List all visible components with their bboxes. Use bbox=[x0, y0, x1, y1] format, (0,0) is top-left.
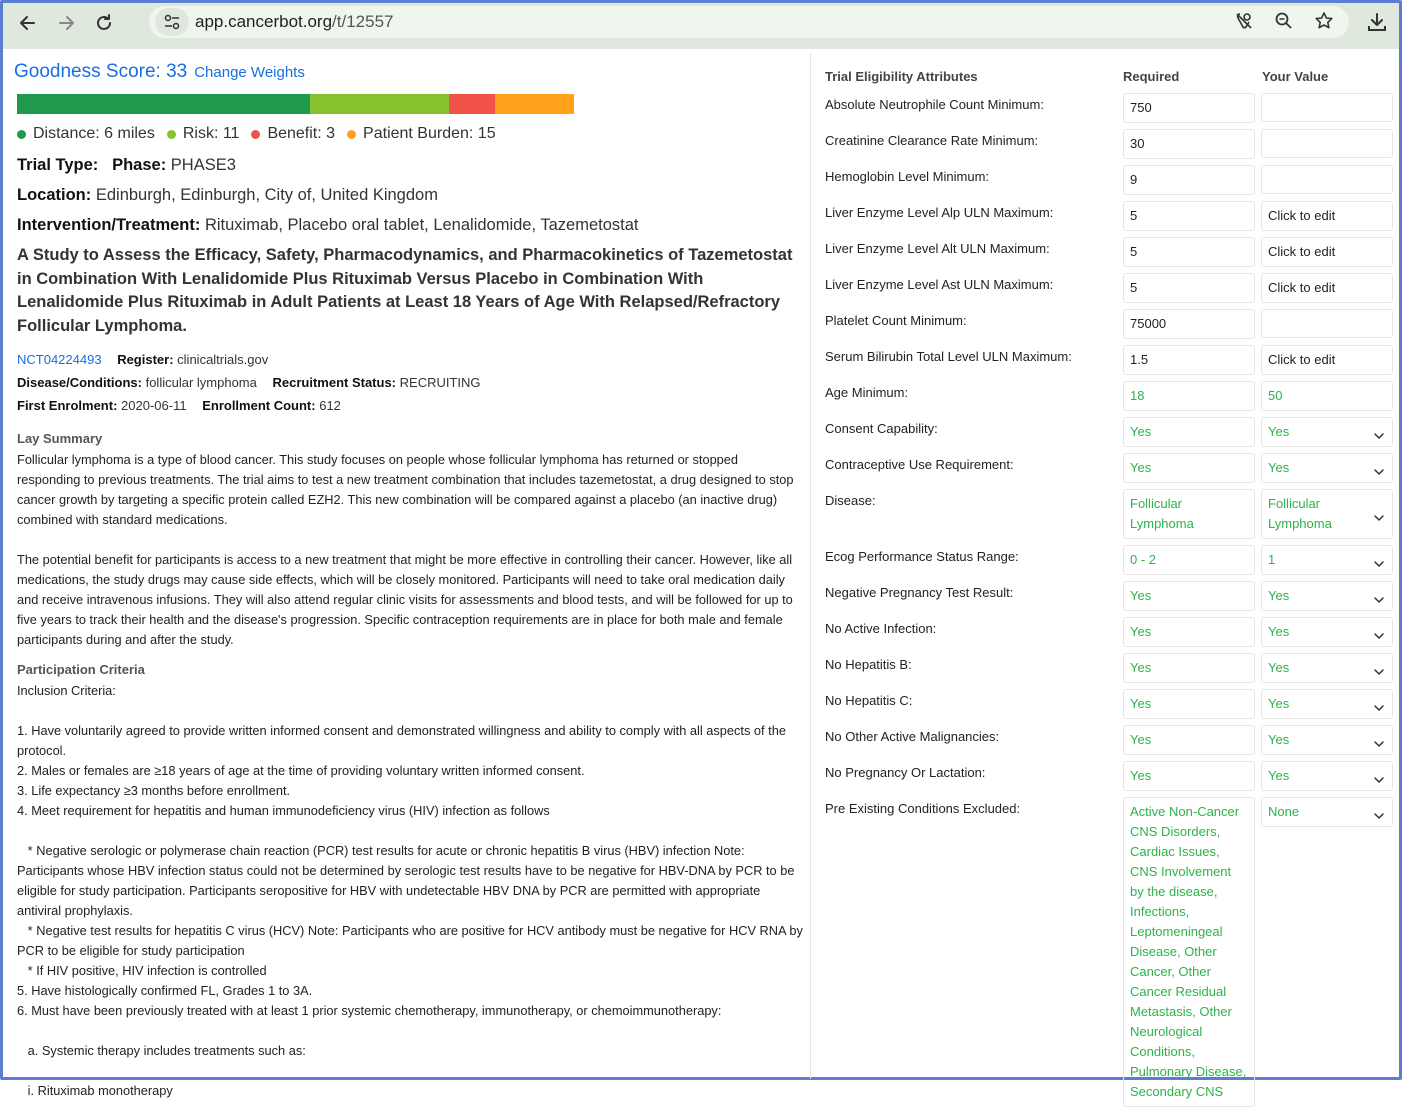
criteria-line: * If HIV positive, HIV infection is controlled bbox=[17, 963, 267, 978]
eligibility-row bbox=[823, 237, 1401, 267]
your-value-select[interactable] bbox=[1261, 797, 1393, 827]
header-attributes: Trial Eligibility Attributes bbox=[825, 68, 978, 84]
eligibility-row bbox=[823, 545, 1401, 575]
criteria-list bbox=[14, 681, 807, 1101]
attribute-label: No Pregnancy Or Lactation: bbox=[825, 765, 986, 780]
download-icon bbox=[1366, 11, 1388, 33]
your-value-select[interactable] bbox=[1261, 581, 1393, 611]
header-your-value: Your Value bbox=[1262, 68, 1329, 84]
trial-title: A Study to Assess the Efficacy, Safety, Pharmacodynamics, and Pharmacokinetics of Tazemetostat in Combination With Lenalidomide Plus Rituximab Versus Placebo in Combination With Lenalidomide Plus Rituximab in Adult Patients at Least 18 Years of Age With Relapsed/Refractory Follicular Lymphoma. bbox=[17, 246, 793, 335]
reload-button[interactable] bbox=[85, 5, 123, 41]
chevron-down-icon bbox=[1374, 771, 1384, 781]
your-value-select[interactable] bbox=[1261, 617, 1393, 647]
required-value: Yes bbox=[1123, 453, 1255, 483]
legend-label: Patient Burden: 15 bbox=[363, 125, 496, 142]
your-value-text: 50 bbox=[1268, 388, 1283, 403]
attribute-label: No Hepatitis C: bbox=[825, 693, 913, 708]
required-value: Yes bbox=[1123, 689, 1255, 719]
location-line bbox=[17, 186, 804, 205]
eligibility-rows bbox=[823, 93, 1401, 1107]
phase-label: Phase: bbox=[112, 156, 167, 174]
trial-type-line bbox=[17, 156, 804, 175]
change-weights-link[interactable]: Change Weights bbox=[194, 64, 305, 81]
criteria-spacer bbox=[14, 1061, 804, 1081]
chevron-down-icon bbox=[1374, 555, 1384, 565]
bookmark-star-icon[interactable] bbox=[1313, 10, 1335, 32]
your-value-text: None bbox=[1268, 804, 1300, 819]
required-value: 9 bbox=[1123, 165, 1255, 195]
column-divider bbox=[810, 53, 811, 1079]
trial-detail-panel bbox=[14, 59, 807, 1098]
your-value-input[interactable] bbox=[1261, 165, 1393, 194]
your-value-text: 1 bbox=[1268, 552, 1276, 567]
location-value: Edinburgh, Edinburgh, City of, United Kingdom bbox=[95, 186, 438, 204]
your-value-text: Yes bbox=[1268, 660, 1290, 675]
chevron-down-icon bbox=[1374, 807, 1384, 817]
legend-dot-icon bbox=[347, 130, 356, 139]
required-value: Yes bbox=[1123, 617, 1255, 647]
eligibility-row bbox=[823, 581, 1401, 611]
your-value-text: Yes bbox=[1268, 460, 1290, 475]
score-bar-segment-distance bbox=[17, 94, 310, 114]
required-value: Yes bbox=[1123, 725, 1255, 755]
attribute-label: Ecog Performance Status Range: bbox=[825, 549, 1019, 564]
criteria-spacer bbox=[14, 701, 804, 721]
criteria-line: a. Systemic therapy includes treatments such as: bbox=[17, 1043, 306, 1058]
legend-label: Benefit: 3 bbox=[267, 125, 336, 142]
required-value: Yes bbox=[1123, 417, 1255, 447]
your-value-select[interactable] bbox=[1261, 489, 1393, 539]
criteria-line: 1. Have voluntarily agreed to provide written informed consent and demonstrated willingness and ability to comply with all aspects of the protocol. bbox=[17, 723, 790, 758]
intervention-value: Rituximab, Placebo oral tablet, Lenalidomide, Tazemetostat bbox=[204, 216, 639, 234]
attribute-label: Liver Enzyme Level Ast ULN Maximum: bbox=[825, 277, 1054, 292]
enrollment-count-label: Enrollment Count: bbox=[202, 398, 316, 413]
recruitment-label: Recruitment Status: bbox=[272, 375, 397, 390]
url-text[interactable] bbox=[195, 12, 394, 32]
eligibility-row bbox=[823, 129, 1401, 159]
required-value: Follicular Lymphoma bbox=[1123, 489, 1255, 539]
your-value-text: Yes bbox=[1268, 732, 1290, 747]
legend-dot-icon bbox=[17, 130, 26, 139]
attribute-label: Creatinine Clearance Rate Minimum: bbox=[825, 133, 1039, 148]
your-value-input[interactable] bbox=[1261, 237, 1393, 267]
your-value-select[interactable] bbox=[1261, 761, 1393, 791]
meta-line-1 bbox=[17, 348, 804, 371]
eligibility-row bbox=[823, 93, 1401, 123]
tracking-protection-icon[interactable] bbox=[1233, 10, 1255, 32]
url-domain: app.cancerbot.org bbox=[195, 12, 333, 31]
chevron-down-icon bbox=[1374, 735, 1384, 745]
eligibility-row bbox=[823, 689, 1401, 719]
recruitment-value: RECRUITING bbox=[399, 375, 481, 390]
attribute-label: Disease: bbox=[825, 493, 876, 508]
your-value-text: Follicular Lymphoma bbox=[1268, 496, 1332, 531]
your-value-select[interactable] bbox=[1261, 417, 1393, 447]
criteria-line: 3. Life expectancy ≥3 months before enrollment. bbox=[17, 783, 291, 798]
legend-item bbox=[17, 125, 155, 143]
forward-button[interactable] bbox=[47, 5, 85, 41]
your-value-select[interactable] bbox=[1261, 689, 1393, 719]
your-value-text: Click to edit bbox=[1268, 280, 1336, 295]
criteria-line: 6. Must have been previously treated with at least 1 prior systemic chemotherapy, immunotherapy, or chemoimmunotherapy: bbox=[17, 1003, 722, 1018]
attribute-label: Consent Capability: bbox=[825, 421, 938, 436]
eligibility-row bbox=[823, 273, 1401, 303]
eligibility-row bbox=[823, 345, 1401, 375]
legend-dot-icon bbox=[251, 130, 260, 139]
zoom-icon[interactable] bbox=[1273, 10, 1295, 32]
your-value-text: Click to edit bbox=[1268, 208, 1336, 223]
your-value-text: Click to edit bbox=[1268, 352, 1336, 367]
criteria-spacer bbox=[14, 1021, 804, 1041]
back-button[interactable] bbox=[9, 5, 47, 41]
intervention-line bbox=[17, 216, 804, 235]
eligibility-row bbox=[823, 797, 1401, 1107]
attribute-label: Platelet Count Minimum: bbox=[825, 313, 967, 328]
register-value: clinicaltrials.gov bbox=[177, 352, 269, 367]
required-value: 5 bbox=[1123, 273, 1255, 303]
score-bar-segment-risk bbox=[310, 94, 449, 114]
eligibility-row bbox=[823, 453, 1401, 483]
your-value-text: Yes bbox=[1268, 624, 1290, 639]
eligibility-row bbox=[823, 725, 1401, 755]
meta-line-3 bbox=[17, 394, 804, 417]
attribute-label: Pre Existing Conditions Excluded: bbox=[825, 801, 1021, 816]
criteria-line: Inclusion Criteria: bbox=[17, 683, 116, 698]
attribute-label: Serum Bilirubin Total Level ULN Maximum: bbox=[825, 349, 1072, 364]
eligibility-row bbox=[823, 489, 1401, 539]
legend-label: Distance: 6 miles bbox=[33, 125, 155, 142]
url-path: /t/12557 bbox=[332, 12, 394, 31]
attribute-label: Absolute Neutrophile Count Minimum: bbox=[825, 97, 1044, 112]
first-enrolment-value: 2020-06-11 bbox=[121, 398, 187, 413]
chevron-down-icon bbox=[1374, 427, 1384, 437]
chevron-down-icon bbox=[1374, 463, 1384, 473]
criteria-line: 5. Have histologically confirmed FL, Grades 1 to 3A. bbox=[17, 983, 313, 998]
register-label: Register: bbox=[117, 352, 174, 367]
legend-item bbox=[347, 125, 496, 143]
intervention-label: Intervention/Treatment: bbox=[17, 216, 201, 234]
chevron-down-icon bbox=[1374, 699, 1384, 709]
required-value: 1.5 bbox=[1123, 345, 1255, 375]
legend-item bbox=[251, 125, 335, 143]
required-value: Active Non-Cancer CNS Disorders, Cardiac Issues, CNS Involvement by the disease, Infections, Leptomeningeal Disease, Other Cancer, Other Cancer Residual Metastasis, Other Neurological Conditions, Pulmonary Disease, Secondary CNS bbox=[1123, 797, 1255, 1107]
your-value-text: Click to edit bbox=[1268, 244, 1336, 259]
required-value: 18 bbox=[1123, 381, 1255, 411]
first-enrolment-label: First Enrolment: bbox=[17, 398, 118, 413]
your-value-input[interactable] bbox=[1261, 345, 1393, 375]
required-value: 750 bbox=[1123, 93, 1255, 123]
arrow-left-icon bbox=[18, 13, 38, 33]
your-value-input[interactable] bbox=[1261, 201, 1393, 231]
your-value-text: Yes bbox=[1268, 696, 1290, 711]
phase-value: PHASE3 bbox=[170, 156, 236, 174]
attribute-label: No Active Infection: bbox=[825, 621, 937, 636]
eligibility-header bbox=[823, 59, 1401, 93]
browser-toolbar bbox=[3, 3, 1399, 43]
your-value-select[interactable] bbox=[1261, 653, 1393, 683]
eligibility-panel bbox=[823, 59, 1401, 1099]
trial-type-label: Trial Type: bbox=[17, 156, 99, 174]
criteria-line: i. Rituximab monotherapy bbox=[17, 1083, 173, 1098]
eligibility-row bbox=[823, 201, 1401, 231]
lay-summary-heading: Lay Summary bbox=[17, 431, 103, 446]
criteria-spacer bbox=[14, 821, 804, 841]
attribute-label: Negative Pregnancy Test Result: bbox=[825, 585, 1014, 600]
meta-line-2 bbox=[17, 371, 804, 394]
score-legend bbox=[17, 125, 804, 143]
your-value-select[interactable] bbox=[1261, 453, 1393, 483]
eligibility-row bbox=[823, 165, 1401, 195]
attribute-label: Liver Enzyme Level Alt ULN Maximum: bbox=[825, 241, 1050, 256]
eligibility-row bbox=[823, 617, 1401, 647]
score-bar bbox=[17, 94, 574, 114]
chevron-down-icon bbox=[1374, 663, 1384, 673]
legend-item bbox=[167, 125, 240, 143]
criteria-line: * Negative serologic or polymerase chain reaction (PCR) test results for acute or chronic hepatitis B virus (HBV) infection Note: Participants whose HBV infection status could not be determined by serologic test results have to be negative for HBV-DNA by PCR to be eligible for study participation. Participants seropositive for HBV with undetectable HBV DNA by PCR are permitted with appropriate antiviral prophylaxis. bbox=[17, 843, 799, 918]
attribute-label: Contraceptive Use Requirement: bbox=[825, 457, 1014, 472]
chevron-down-icon bbox=[1374, 591, 1384, 601]
attribute-label: Liver Enzyme Level Alp ULN Maximum: bbox=[825, 205, 1054, 220]
your-value-text: Yes bbox=[1268, 424, 1290, 439]
required-value: 30 bbox=[1123, 129, 1255, 159]
score-bar-segment-benefit bbox=[449, 94, 496, 114]
required-value: Yes bbox=[1123, 653, 1255, 683]
enrollment-count-value: 612 bbox=[319, 398, 341, 413]
lay-summary-paragraph-1: Follicular lymphoma is a type of blood cancer. This study focuses on people whose follicular lymphoma has returned or stopped responding to previous treatments. The trial aims to test a new treatment combination that includes tazemetostat, a drug designed to stop cancer growth by targeting a specific protein called EZH2. This new combination will be compared against a placebo (an inactive drug) combined with standard medications. bbox=[17, 452, 794, 527]
attribute-label: Age Minimum: bbox=[825, 385, 909, 400]
your-value-input[interactable] bbox=[1261, 381, 1393, 411]
disease-value: follicular lymphoma bbox=[145, 375, 257, 390]
location-label: Location: bbox=[17, 186, 92, 204]
your-value-input[interactable] bbox=[1261, 273, 1393, 303]
address-bar[interactable] bbox=[149, 6, 1349, 38]
your-value-input[interactable] bbox=[1261, 309, 1393, 338]
required-value: Yes bbox=[1123, 581, 1255, 611]
chevron-down-icon bbox=[1374, 509, 1384, 519]
attribute-label: Hemoglobin Level Minimum: bbox=[825, 169, 990, 184]
your-value-select[interactable] bbox=[1261, 545, 1393, 575]
nct-id-link[interactable]: NCT04224493 bbox=[17, 352, 102, 367]
eligibility-row bbox=[823, 381, 1401, 411]
score-bar-segment-burden bbox=[495, 94, 574, 114]
your-value-select[interactable] bbox=[1261, 725, 1393, 755]
your-value-input[interactable] bbox=[1261, 93, 1393, 122]
criteria-line: * Negative test results for hepatitis C virus (HCV) Note: Participants who are positive for HCV antibody must be negative for HCV RNA by PCR to be eligible for study participation bbox=[17, 923, 807, 958]
arrow-right-icon bbox=[56, 13, 76, 33]
your-value-text: Yes bbox=[1268, 768, 1290, 783]
download-button[interactable] bbox=[1363, 8, 1391, 36]
toolbar-divider bbox=[3, 43, 1399, 49]
eligibility-row bbox=[823, 417, 1401, 447]
criteria-line: 4. Meet requirement for hepatitis and human immunodeficiency virus (HIV) infection as follows bbox=[17, 803, 550, 818]
attribute-label: No Other Active Malignancies: bbox=[825, 729, 1000, 744]
your-value-text: Yes bbox=[1268, 588, 1290, 603]
criteria-line: 2. Males or females are ≥18 years of age at the time of providing voluntary written informed consent. bbox=[17, 763, 585, 778]
legend-dot-icon bbox=[167, 130, 176, 139]
required-value: 5 bbox=[1123, 237, 1255, 267]
required-value: 0 - 2 bbox=[1123, 545, 1255, 575]
site-settings-icon[interactable] bbox=[155, 8, 189, 36]
participation-heading: Participation Criteria bbox=[17, 662, 145, 677]
disease-label: Disease/Conditions: bbox=[17, 375, 142, 390]
required-value: Yes bbox=[1123, 761, 1255, 791]
eligibility-row bbox=[823, 761, 1401, 791]
header-required: Required bbox=[1123, 68, 1180, 84]
required-value: 75000 bbox=[1123, 309, 1255, 339]
eligibility-row bbox=[823, 653, 1401, 683]
your-value-input[interactable] bbox=[1261, 129, 1393, 158]
goodness-score: Goodness Score: 33 bbox=[14, 61, 188, 82]
chevron-down-icon bbox=[1374, 627, 1384, 637]
legend-label: Risk: 11 bbox=[182, 125, 240, 142]
eligibility-row bbox=[823, 309, 1401, 339]
attribute-label: No Hepatitis B: bbox=[825, 657, 912, 672]
required-value: 5 bbox=[1123, 201, 1255, 231]
reload-icon bbox=[94, 13, 114, 33]
lay-summary-paragraph-2: The potential benefit for participants is access to a new treatment that might be more effective in controlling their cancer. However, like all medications, the study drugs may cause side effects, which will be closely monitored. Participants will need to take oral medication daily and receive intravenous infusions. They will also attend regular clinic visits for assessments and blood tests, and will be followed for up to five years to track their health and the disease's progression. Specific contraception requirements are in place for both male and female participants during and after the study. bbox=[17, 552, 793, 647]
